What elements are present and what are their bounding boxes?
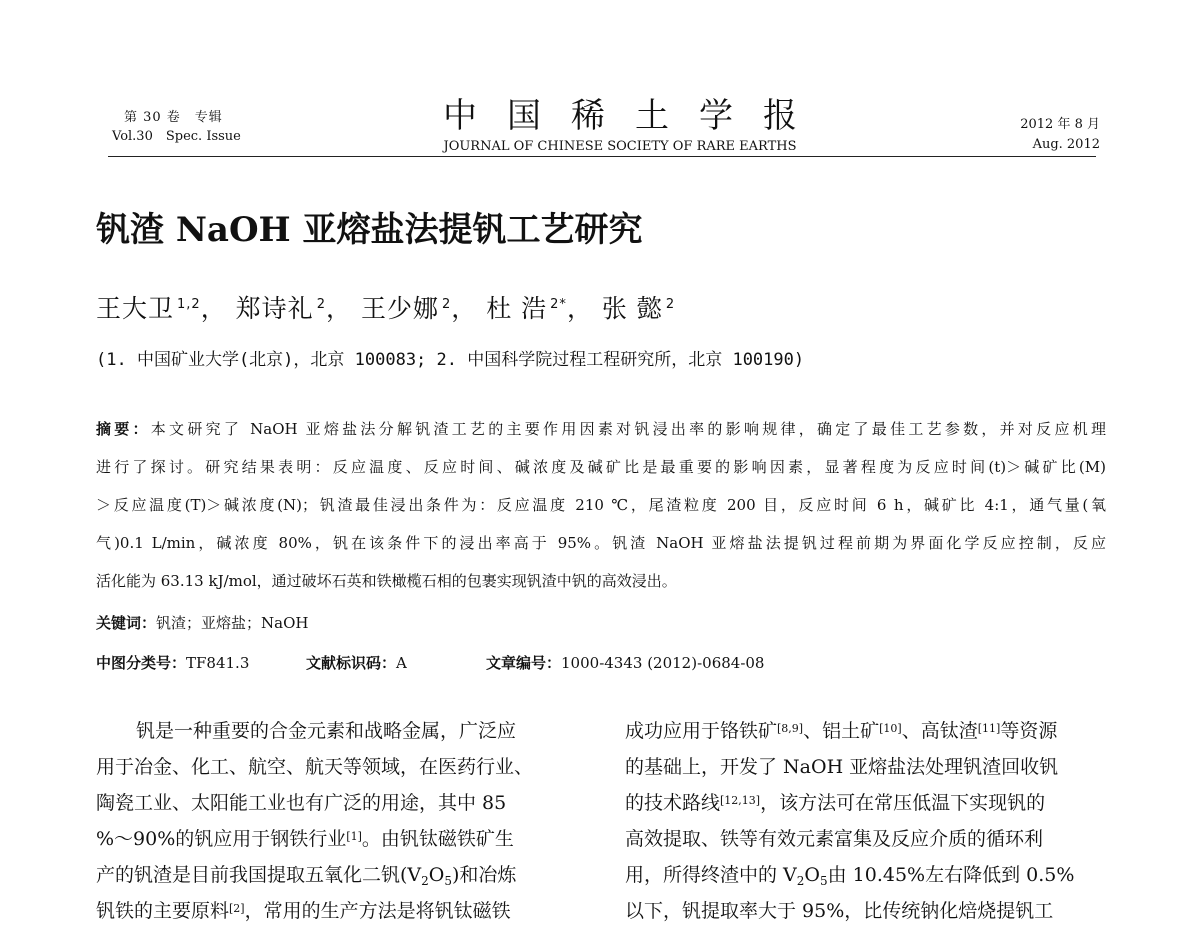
abstract-line: 气)0.1 L/min，碱浓度 80%，钒在该条件下的浸出率高于 95%。钒渣 NaOH 亚熔盐法提钒过程前期为界面化学反应控制，反应 xyxy=(96,534,1106,552)
body-line: 钒是一种重要的合金元素和战略金属，广泛应 xyxy=(136,720,517,742)
body-text: O xyxy=(804,864,820,886)
author-name: 郑诗礼 xyxy=(235,294,314,323)
body-text: ，常用的生产方法是将钒钛磁铁 xyxy=(244,900,511,922)
body-text: 钒铁的主要原料 xyxy=(96,900,230,922)
body-line xyxy=(625,716,1101,752)
citation-ref: [12,13] xyxy=(720,794,761,807)
body-text: 产的钒渣是目前我国提取五氧化二钒(V xyxy=(96,864,422,886)
body-line xyxy=(96,896,572,932)
body-text: 由 10.45%左右降低到 0.5% xyxy=(827,864,1075,886)
body-line xyxy=(625,788,1101,824)
abstract-line xyxy=(96,418,1106,456)
body-line: 以下，钒提取率大于 95%，比传统钠化焙烧提钒工 xyxy=(625,900,1054,922)
body-text: %～90%的钒应用于钢铁行业 xyxy=(96,828,347,850)
author-list xyxy=(96,292,675,326)
document-code-value: A xyxy=(396,654,407,672)
body-column-right xyxy=(625,716,1101,932)
article-number-label: 文章编号： xyxy=(486,654,562,672)
author-affil-mark: 2 xyxy=(441,297,452,312)
journal-name-en: JOURNAL OF CHINESE SOCIETY OF RARE EARTHS xyxy=(443,139,797,154)
body-line: 用于冶金、化工、航空、航天等领域，在医药行业、 xyxy=(96,756,534,778)
body-line xyxy=(625,860,1101,896)
document-code xyxy=(306,652,486,674)
subscript: 5 xyxy=(819,874,828,888)
author-name: 王少娜 xyxy=(360,294,439,323)
body-text: )和冶炼 xyxy=(452,864,517,886)
volume-cn: 第 30 卷 专辑 xyxy=(124,110,223,125)
citation-ref: [2] xyxy=(229,902,245,915)
abstract-label: 摘要： xyxy=(96,420,151,438)
citation-ref: [1] xyxy=(346,830,362,843)
affiliation: (1. 中国矿业大学(北京)，北京 100083; 2. 中国科学院过程工程研究所，北京 100190) xyxy=(96,350,805,370)
clc-label: 中图分类号： xyxy=(96,654,187,672)
volume-info xyxy=(112,108,252,146)
article-number-value: 1000-4343 (2012)-0684-08 xyxy=(561,654,765,672)
classification-info xyxy=(96,652,896,674)
subscript: 2 xyxy=(796,874,805,888)
subscript: 5 xyxy=(444,874,452,888)
body-column-left xyxy=(96,716,572,932)
citation-ref: [8,9] xyxy=(777,722,804,735)
issue-date-en: Aug. 2012 xyxy=(1032,137,1100,152)
issue-date xyxy=(980,115,1100,155)
paper-title: 钒渣 NaOH 亚熔盐法提钒工艺研究 xyxy=(96,210,643,250)
body-text: 的技术路线 xyxy=(625,792,721,814)
body-text: 用，所得终渣中的 V xyxy=(625,864,797,886)
author-name: 张 懿 xyxy=(601,294,663,323)
issue-date-cn: 2012 年 8 月 xyxy=(1020,117,1100,132)
author-affil-mark: 1,2 xyxy=(177,297,201,312)
body-text: ，该方法可在常压低温下实现钒的 xyxy=(760,792,1046,814)
abstract-line: ＞反应温度(T)＞碱浓度(N)；钒渣最佳浸出条件为：反应温度 210 ℃，尾渣粒度 200 目，反应时间 6 h，碱矿比 4:1，通气量(氧 xyxy=(96,496,1106,514)
body-text: O xyxy=(428,864,445,886)
abstract-text: 本文研究了 NaOH 亚熔盐法分解钒渣工艺的主要作用因素对钒浸出率的影响规律，确定了最佳工艺参数，并对反应机理 xyxy=(150,420,1106,438)
keywords xyxy=(96,612,308,634)
author-separator: ， xyxy=(200,294,227,323)
document-code-label: 文献标识码： xyxy=(306,654,397,672)
article-number xyxy=(486,652,764,674)
body-line xyxy=(96,824,572,860)
abstract xyxy=(96,418,1106,608)
journal-name xyxy=(380,96,860,156)
keywords-value: 钒渣；亚熔盐；NaOH xyxy=(156,614,309,632)
author-affil-mark: 2 xyxy=(316,297,326,312)
body-text: 成功应用于铬铁矿 xyxy=(625,720,778,742)
author-separator: ， xyxy=(325,294,352,323)
body-line: 高效提取、铁等有效元素富集及反应介质的循环利 xyxy=(625,828,1044,850)
body-line: 的基础上，开发了 NaOH 亚熔盐法处理钒渣回收钒 xyxy=(625,756,1059,778)
body-line: 陶瓷工业、太阳能工业也有广泛的用途，其中 85 xyxy=(96,792,507,814)
body-text: 、铝土矿 xyxy=(803,720,880,742)
keywords-label: 关键词： xyxy=(96,614,157,632)
body-text: 。由钒钛磁铁矿生 xyxy=(361,828,514,850)
author-affil-mark: 2* xyxy=(550,297,567,312)
body-text: 等资源 xyxy=(1000,720,1058,742)
header-rule xyxy=(108,156,1096,157)
body-text: 、高钛渣 xyxy=(901,720,978,742)
journal-name-cn: 中国稀土学报 xyxy=(443,96,827,136)
author-name: 杜 浩 xyxy=(486,294,548,323)
author-separator: ， xyxy=(451,294,478,323)
clc-value: TF841.3 xyxy=(186,654,250,672)
subscript: 2 xyxy=(421,874,429,888)
body-line xyxy=(96,860,572,896)
clc-number xyxy=(96,652,306,674)
author-affil-mark: 2 xyxy=(665,297,676,312)
citation-ref: [11] xyxy=(977,722,1001,735)
volume-en: Vol.30 Spec. Issue xyxy=(112,129,241,144)
abstract-line: 进行了探讨。研究结果表明：反应温度、反应时间、碱浓度及碱矿比是最重要的影响因素，显著程度为反应时间(t)＞碱矿比(M) xyxy=(96,458,1106,476)
author-separator: ， xyxy=(566,294,593,323)
author-name: 王大卫 xyxy=(96,294,175,323)
abstract-line: 活化能为 63.13 kJ/mol，通过破坏石英和铁橄榄石相的包裹实现钒渣中钒的高效浸出。 xyxy=(96,572,677,590)
citation-ref: [10] xyxy=(879,722,902,735)
